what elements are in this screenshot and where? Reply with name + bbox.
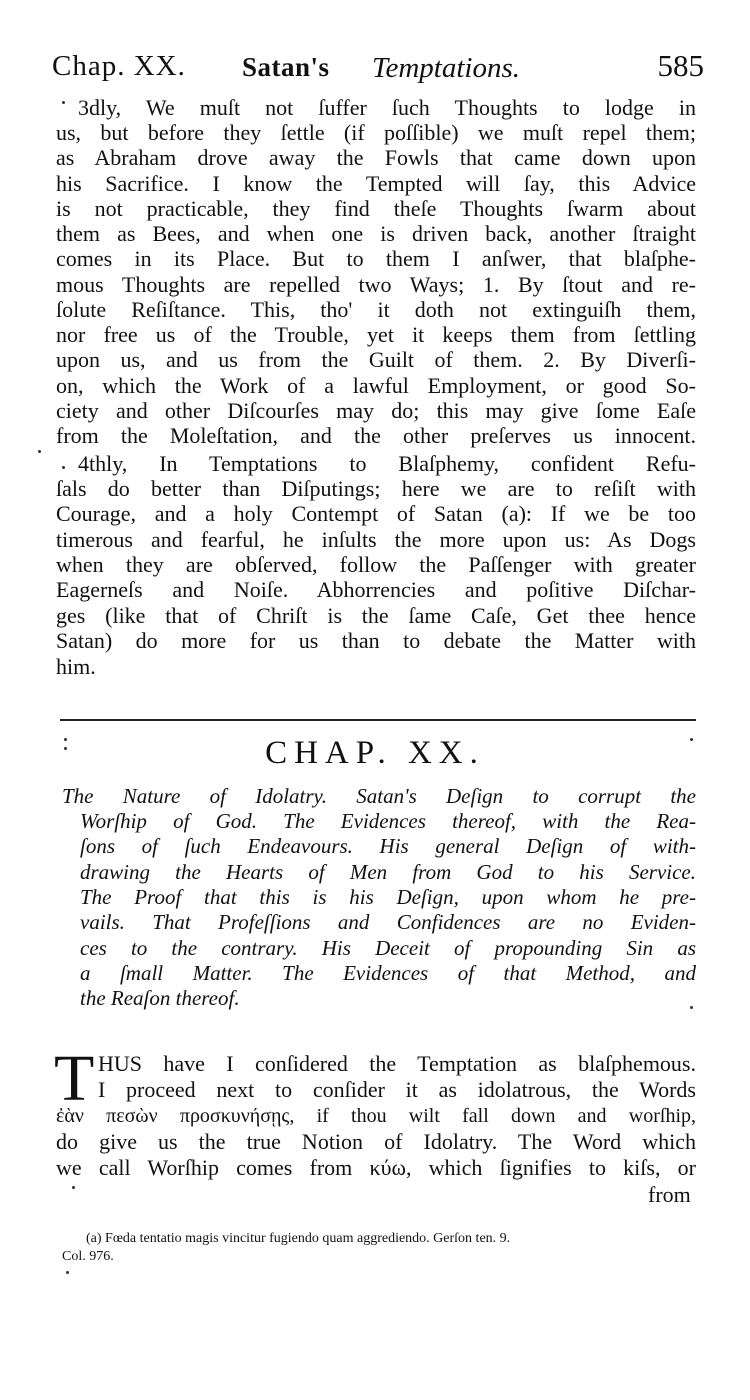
summary-line: ſons of ſuch Endeavours. His general Deſign of with- (80, 834, 696, 858)
text-line: 4thly, In Temptations to Blaſphemy, confident Refu- (78, 451, 696, 476)
text-line: I proceed next to conſider it as idolatrous, the Words (98, 1077, 696, 1102)
text-line: do give us the true Notion of Idolatry. The Word which (56, 1129, 696, 1154)
margin-speck (64, 747, 67, 750)
text-line: on, which the Work of a lawful Employment, or good So- (56, 373, 696, 398)
text-line: comes in its Place. But to them I anſwer, that blaſphe- (56, 246, 696, 271)
text-line: him. (56, 654, 96, 679)
text-line: ſals do better than Diſputings; here we are to reſiſt with (56, 476, 696, 501)
page-number: 585 (657, 48, 704, 83)
section-rule (60, 719, 696, 721)
text-line: 3dly, We muſt not ſuffer ſuch Thoughts to lodge in (78, 95, 696, 120)
text-line: them as Bees, and when one is driven back, another ſtraight (56, 221, 696, 246)
summary-line: Worſhip of God. The Evidences thereof, with the Rea- (80, 809, 696, 833)
text-line: ſolute Reſiſtance. This, tho' it doth not extinguiſh them, (56, 297, 696, 322)
margin-speck (62, 101, 65, 104)
text-line: is not practicable, they find theſe Thoughts ſwarm about (56, 196, 696, 221)
text-line: mous Thoughts are repelled two Ways; 1. By ſtout and re- (56, 272, 696, 297)
summary-line: a ſmall Matter. The Evidences of that Method, and (80, 961, 696, 985)
text-line: Courage, and a holy Contempt of Satan (a): If we be too (56, 501, 696, 526)
running-head-blackletter: Satan's (242, 52, 330, 82)
text-line: Eagerneſs and Noiſe. Abhorrencies and poſitive Diſchar- (56, 577, 696, 602)
margin-speck (64, 738, 67, 741)
running-head-title: Temptations. (372, 52, 520, 84)
text-line: ciety and other Diſcourſes may do; this may give ſome Eaſe (56, 398, 696, 423)
margin-speck (72, 1186, 75, 1189)
text-line: upon us, and us from the Guilt of them. 2. By Diverſi- (56, 347, 696, 372)
catchword: from (648, 1182, 691, 1207)
summary-line: the Reaſon thereof. (80, 986, 240, 1010)
summary-line: vails. That Profeſſions and Confidences are no Eviden- (80, 910, 696, 934)
text-line: nor free us of the Trouble, yet it keeps them from ſettling (56, 322, 696, 347)
text-line: us, but before they ſettle (if poſſible) we muſt repel them; (56, 120, 696, 145)
summary-line: ces to the contrary. His Deceit of propounding Sin as (80, 936, 696, 960)
footnote-line: Col. 976. (62, 1249, 114, 1264)
summary-line: The Proof that this is his Deſign, upon whom he pre- (80, 885, 696, 909)
text-line: HUS have I conſidered the Temptation as blaſphemous. (98, 1051, 696, 1076)
text-line: from the Moleſtation, and the other preſerves us innocent. (56, 423, 696, 448)
text-line: as Abraham drove away the Fowls that came down upon (56, 145, 696, 170)
running-head-chapter: Chap. XX. (52, 50, 186, 82)
text-line: timerous and fearful, he inſults the more upon us: As Dogs (56, 527, 696, 552)
drop-cap: T (54, 1042, 95, 1115)
margin-speck (62, 466, 65, 469)
text-line: ges (like that of Chriſt is the ſame Caſe, Get thee hence (56, 603, 696, 628)
chapter-heading: CHAP. XX. (265, 735, 485, 771)
text-line: when they are obſerved, follow the Paſſenger with greater (56, 552, 696, 577)
footnote-line: (a) Fœda tentatio magis vincitur fugiendo quam aggrediendo. Gerſon ten. 9. (86, 1231, 511, 1246)
running-head (52, 50, 702, 94)
margin-speck (690, 738, 693, 741)
text-line: Satan) do more for us than to debate the Matter with (56, 628, 696, 653)
text-line: we call Worſhip comes from κύω, which ſignifies to kiſs, or (56, 1155, 696, 1180)
margin-speck (66, 1271, 69, 1274)
margin-speck (38, 450, 41, 453)
text-line: ἐὰν πεσὼν προσκυνήσῃς, if thou wilt fall down and worſhip, (56, 1105, 696, 1127)
summary-line: The Nature of Idolatry. Satan's Deſign to corrupt the (62, 784, 696, 808)
text-line: his Sacrifice. I know the Tempted will ſay, this Advice (56, 171, 696, 196)
summary-line: drawing the Hearts of Men from God to his Service. (80, 860, 696, 884)
margin-speck (690, 1006, 693, 1009)
